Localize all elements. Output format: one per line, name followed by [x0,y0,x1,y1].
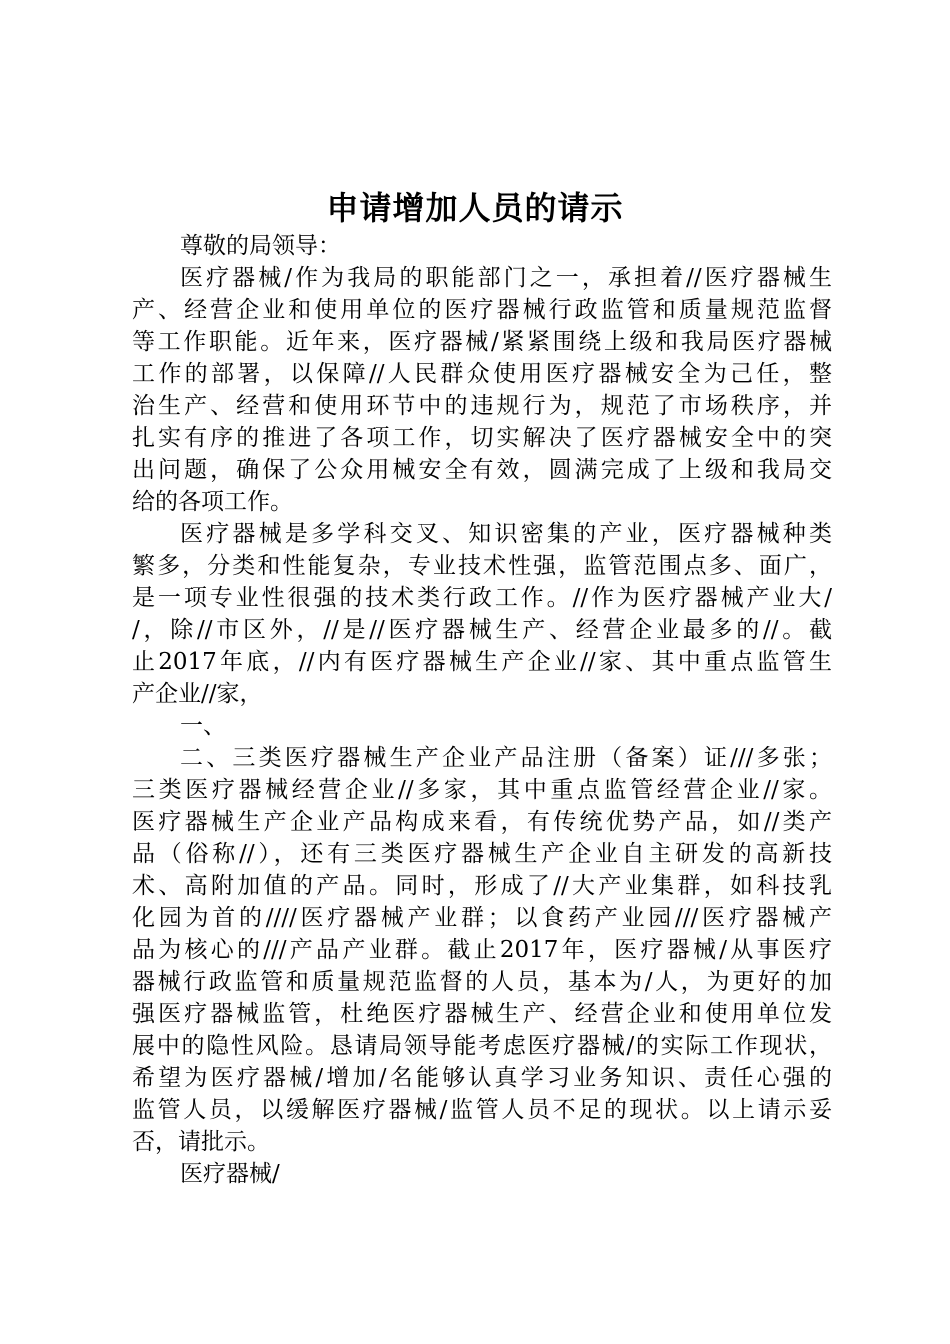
text-line: 产企业//家， [132,681,263,707]
text-line: 展中的隐性风险。恳请局领导能考虑医疗器械/的实际工作现状， [132,1033,832,1059]
text-line: 繁多，分类和性能复杂，专业技术性强，监管范围点多、面广， [132,553,832,579]
text-line: 医疗器械生产企业产品构成来看，有传统优势产品，如//类产 [132,809,832,835]
text-line: 化园为首的////医疗器械产业群；以食药产业园///医疗器械产 [132,905,832,931]
text-line: 止2017年底，//内有医疗器械生产企业//家、其中重点监管生 [132,649,832,675]
text-line: 强医疗器械监管，杜绝医疗器械生产、经营企业和使用单位发 [132,1001,832,1027]
text-line: 治生产、经营和使用环节中的违规行为，规范了市场秩序，并 [132,393,832,419]
text-line: 否，请批示。 [132,1129,270,1155]
text-line: /，除//市区外，//是//医疗器械生产、经营企业最多的//。截 [132,617,832,643]
text-line: 医疗器械是多学科交叉、知识密集的产业，医疗器械种类 [180,521,832,547]
text-line: 尊敬的局领导： [180,233,341,259]
text-line: 希望为医疗器械/增加/名能够认真学习业务知识、责任心强的 [132,1065,832,1091]
text-line: 工作的部署，以保障//人民群众使用医疗器械安全为己任，整 [132,361,832,387]
document-title: 申请增加人员的请示 [326,189,624,227]
text-line: 扎实有序的推进了各项工作，切实解决了医疗器械安全中的突 [132,425,832,451]
text-line: 医疗器械/作为我局的职能部门之一，承担着//医疗器械生 [180,265,832,291]
text-line: 等工作职能。近年来，医疗器械/紧紧围绕上级和我局医疗器械 [132,329,832,355]
document-body [132,230,832,1190]
text-line: 品（俗称//），还有三类医疗器械生产企业自主研发的高新技 [132,841,832,867]
text-line: 医疗器械/ [180,1161,280,1187]
text-line: 出问题，确保了公众用械安全有效，圆满完成了上级和我局交 [132,457,832,483]
text-line: 一、 [180,713,226,739]
text-line: 器械行政监管和质量规范监督的人员，基本为/人，为更好的加 [132,969,832,995]
text-line: 二、三类医疗器械生产企业产品注册（备案）证///多张； [180,745,832,771]
text-line: 品为核心的///产品产业群。截止2017年，医疗器械/从事医疗 [132,937,832,963]
text-line: 术、高附加值的产品。同时，形成了//大产业集群，如科技乳 [132,873,832,899]
text-line: 是一项专业性很强的技术类行政工作。//作为医疗器械产业大/ [132,585,832,611]
text-line: 给的各项工作。 [132,489,293,515]
text-line: 产、经营企业和使用单位的医疗器械行政监管和质量规范监督 [132,297,832,323]
text-line: 监管人员，以缓解医疗器械/监管人员不足的现状。以上请示妥 [132,1097,832,1123]
text-line: 三类医疗器械经营企业//多家，其中重点监管经营企业//家。 [132,777,832,803]
